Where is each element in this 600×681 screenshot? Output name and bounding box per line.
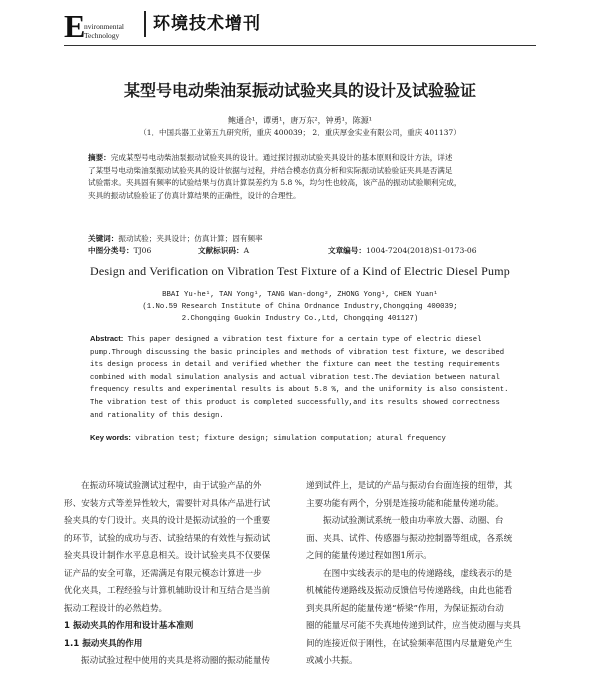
header-rule [64,45,536,46]
body-line: 的环节，试验的成功与否、试验结果的有效性与振动试 [64,533,271,544]
body-line: 递到试件上，是试的产品与振动台台面连接的纽带，其 [306,481,513,491]
logo-word-1: nvironmental [84,22,124,31]
keywords-cn-text: 振动试验；夹具设计；仿真计算；固有频率 [118,234,263,243]
abstract-cn [88,152,532,202]
keywords-cn [88,233,532,244]
body-line: 在图中实线表示的是电的传递路线，虚线表示的是 [323,568,513,579]
paper-title-en: Design and Verification on Vibration Test Fixture of a Kind of Electric Diesel Pump [90,264,510,278]
body-line: 优化夹具，工程经验与计算机辅助设计和互结合是当前 [64,586,271,596]
body-line: 证产品的安全可靠，还需满足有限元模态计算进一步 [64,568,262,579]
body-line: 振动试验过程中使用的夹具是将动圈的振动能量传 [81,656,271,666]
authors-cn: 鲍通合¹，谭勇¹，唐万东²，钟勇¹，陈源¹ [227,116,373,125]
abstract-cn-line: 夹具的振动试验验证了仿真计算结果的正确性，设计的合理性。 [88,190,301,200]
body-column-left [64,478,294,671]
abstract-cn-line: 了某型号电动柴油泵振动试验夹具的设计依据与过程，并结合模态仿真分析和实际振动试验验证夹具是否满足 [88,165,453,175]
body-line: 或减小共振。 [306,656,358,666]
abstract-en-line: The vibration test of this product is completed successfully,and its results showed correctness [90,398,500,407]
logo-letter: E [64,8,86,44]
body-column-right [306,478,538,671]
keywords-cn-label: 关键词： [88,234,119,243]
affiliation-en-1: (1.No.59 Research Institute of China Ordnance Industry,Chongqing 400039; [142,303,458,311]
body-line: 到夹具所起的能量传递“桥梁”作用，为保证振动台动 [306,603,504,614]
abstract-en-line: combined with modal simulation analysis and actual vibration test.The deviation between natural [90,373,500,382]
journal-logo [64,10,144,44]
article-no-value: 1004-7204(2018)S1-0173-06 [365,246,477,255]
abstract-en-line: Abstract: This paper designed a vibration test fixture for a certain type of electric diesel [90,334,482,344]
keywords-en-label: Key words: [90,433,131,442]
section-heading: 1 振动夹具的作用和设计基本准则 [64,621,194,631]
keywords-en-text: vibration test; fixture design; simulation computation; atural frequency [130,435,446,443]
article-no-label: 文章编号： [328,246,366,255]
subsection-heading: 1.1 振动夹具的作用 [64,638,143,649]
abstract-en-line: frequency results and experimental results is about 5.8 %, and the uniformity is also consistent. [90,386,509,395]
abstract-en-line: its design process in detail and verified whether the fixture can meet the testing requirements [90,361,500,370]
logo-word-2: Technology [84,31,120,40]
body-line: 形、安装方式等差异性较大，需要针对具体产品进行试 [64,498,271,509]
abstract-en-line: and rationality of this design. [90,411,224,420]
clc-label: 中图分类号： [88,246,134,255]
body-line: 主要功能有两个，分别是连接功能和能量传递功能。 [306,498,504,509]
keywords-en [90,432,532,445]
abstract-en [90,333,532,422]
abstract-en-line: pump.Through discussing the basic principles and methods of vibration test fixture, we described [90,348,505,357]
abstract-cn-label: 摘要： [88,153,111,162]
authors-en: BBAI Yu-he¹, TAN Yong¹, TANG Wan-dong², ZHONG Yong¹, CHEN Yuan¹ [162,291,438,299]
affiliation-en-2: 2.Chongqing Guokin Industry Co.,Ltd, Chongqing 401127) [181,315,419,323]
body-line: 验夹具的专门设计。夹具的设计是振动试验的一个重要 [64,516,271,526]
abstract-cn-line: 试验需求。夹具固有频率的试验结果与仿真计算误差约为 5.8 %，均匀性也较高，该产品的振动试验顺利完成， [88,178,462,187]
header-divider [144,11,146,37]
paper-title-cn: 某型号电动柴油泵振动试验夹具的设计及试验验证 [123,81,476,100]
body-line: 振动工程设计的必然趋势。 [64,603,168,614]
body-line: 圈的能量尽可能不失真地传递到试件，应当使动圈与夹具 [306,621,521,631]
body-line: 面、夹具、试件、传感器与振动控制器等组成，各系统 [306,533,513,544]
body-line: 之间的能量传递过程如图1所示。 [306,551,432,561]
clc-value: TJ06 [133,246,152,255]
body-line: 间的连接近似于刚性，在试验频率范围内尽量避免产生 [306,638,513,649]
journal-name: 环境技术增刊 [153,14,261,34]
abstract-en-label: Abstract: [90,334,124,343]
body-line: 在振动环境试验测试过程中，由于试验产品的外 [81,481,262,491]
classification-row [88,245,532,256]
body-line: 验夹具设计制作水平息息相关。设计试验夹具不仅要保 [64,551,271,561]
doc-code-label: 文献标识码： [198,246,244,255]
body-line: 机械能传递路线及振动反馈信号传递路线，由此也能看 [306,586,513,596]
doc-code-value: A [243,246,250,255]
body-line: 振动试验测试系统一般由功率放大器、动圈、台 [323,516,504,526]
abstract-cn-line: 摘要：完成某型号电动柴油泵振动试验夹具的设计。通过探讨振动试验夹具设计的基本原则和设计方法，详述 [88,153,453,162]
affiliation-cn: （1．中国兵器工业第五九研究所，重庆 400039； 2．重庆厚金实业有限公司，重庆 401137） [139,128,461,137]
